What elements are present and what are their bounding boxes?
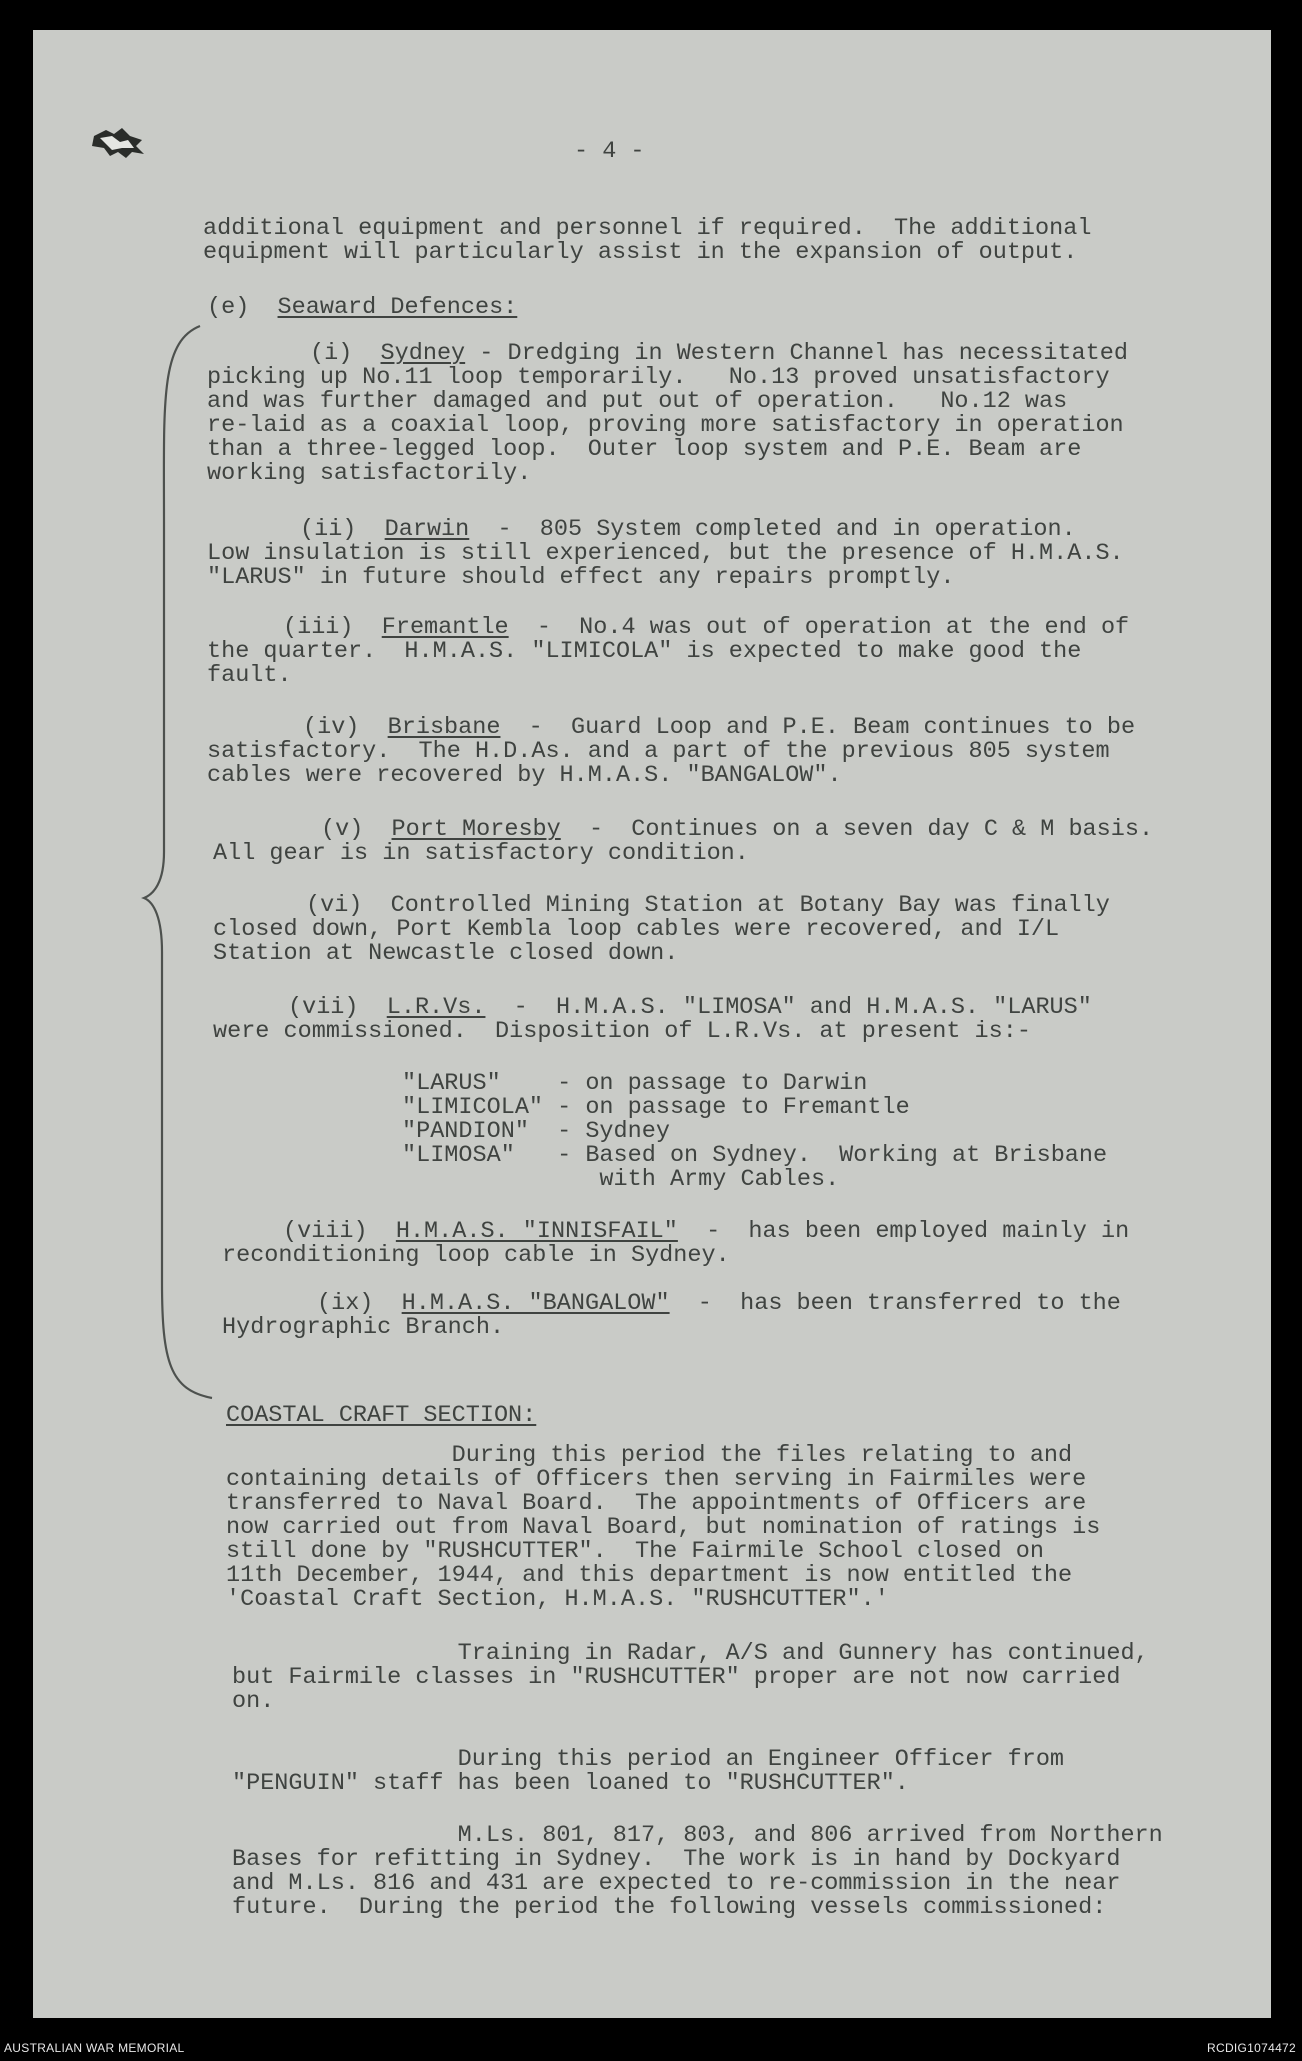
coastal-p4-line: M.Ls. 801, 817, 803, and 806 arrived from Northern (232, 1822, 1163, 1849)
section-e-heading (207, 296, 517, 320)
intro-line-2: equipment will particularly assist in the expansion of output. (203, 239, 1078, 266)
item-ix-first-line: (ix) H.M.A.S. "BANGALOW" - has been transferred to the (317, 1290, 1121, 1317)
item-vi-first-line: (vi) Controlled Mining Station at Botany Bay was finally (306, 892, 1110, 919)
disposition-line: "LARUS" - on passage to Darwin (402, 1070, 868, 1097)
coastal-p2-line: Training in Radar, A/S and Gunnery has continued, (232, 1640, 1149, 1667)
item-i-title: Sydney (380, 340, 466, 367)
page-number: - 4 - (574, 138, 645, 165)
coastal-p1-line: still done by "RUSHCUTTER". The Fairmile School closed on (226, 1538, 1044, 1565)
item-vii-first-line: (vii) L.R.Vs. - H.M.A.S. "LIMOSA" and H.M.A.S. "LARUS" (288, 994, 1092, 1021)
item-iv-line: satisfactory. The H.D.As. and a part of the previous 805 system (207, 738, 1110, 765)
item-i-line: and was further damaged and put out of operation. No.12 was (207, 388, 1068, 415)
coastal-p2-line: but Fairmile classes in "RUSHCUTTER" proper are not now carried (232, 1664, 1121, 1691)
coastal-p1-line: 11th December, 1944, and this department is now entitled the (226, 1562, 1073, 1589)
item-iii-line: the quarter. H.M.A.S. "LIMICOLA" is expected to make good the (207, 638, 1082, 665)
intro-line-1: additional equipment and personnel if required. The additional (203, 215, 1092, 242)
footer-record-id: RCDIG1074472 (1207, 2041, 1296, 2055)
disposition-line: with Army Cables. (402, 1166, 840, 1193)
item-i-first-line: (i) Sydney - Dredging in Western Channel has necessitated (310, 340, 1128, 367)
coastal-p1-line: 'Coastal Craft Section, H.M.A.S. "RUSHCUTTER".' (226, 1586, 889, 1613)
item-iv-title: Brisbane (387, 714, 501, 741)
item-i-line: than a three-legged loop. Outer loop system and P.E. Beam are (207, 436, 1082, 463)
item-v-title: Port Moresby (391, 816, 561, 843)
section-e-label: (e) (207, 294, 250, 321)
item-vi-line: Station at Newcastle closed down. (213, 940, 679, 967)
item-ii-first-line: (ii) Darwin - 805 System completed and in operation. (300, 516, 1076, 543)
coastal-p1-line: transferred to Naval Board. The appointments of Officers are (226, 1490, 1087, 1517)
coastal-p4-line: and M.Ls. 816 and 431 are expected to re-commission in the near (232, 1870, 1121, 1897)
item-i-line: working satisfactorily. (207, 460, 532, 487)
coastal-p1-line: During this period the files relating to and (226, 1442, 1073, 1469)
coastal-p2-line: on. (232, 1688, 275, 1715)
torn-hole-mark (88, 122, 148, 164)
item-i-line: re-laid as a coaxial loop, proving more satisfactory in operation (207, 412, 1124, 439)
coastal-p1-line: now carried out from Naval Board, but nomination of ratings is (226, 1514, 1101, 1541)
item-ii-line: "LARUS" in future should effect any repairs promptly. (207, 564, 955, 591)
item-iii-first-line: (iii) Fremantle - No.4 was out of operation at the end of (283, 614, 1130, 641)
item-vi-line: closed down, Port Kembla loop cables were recovered, and I/L (213, 916, 1060, 943)
footer-archive-name: AUSTRALIAN WAR MEMORIAL (4, 2041, 185, 2055)
item-iii-title: Fremantle (381, 614, 509, 641)
item-iii-line: fault. (207, 662, 292, 689)
section-e-title: Seaward Defences: (277, 294, 518, 321)
coastal-section-title: COASTAL CRAFT SECTION: (226, 1402, 537, 1429)
coastal-p1-line: containing details of Officers then serving in Fairmiles were (226, 1466, 1087, 1493)
item-iv-line: cables were recovered by H.M.A.S. "BANGALOW". (207, 762, 842, 789)
item-ii-line: Low insulation is still experienced, but the presence of H.M.A.S. (207, 540, 1124, 567)
coastal-p4-line: Bases for refitting in Sydney. The work is in hand by Dockyard (232, 1846, 1121, 1873)
item-vii-line: were commissioned. Disposition of L.R.Vs. at present is:- (213, 1018, 1031, 1045)
coastal-p4-line: future. During the period the following vessels commissioned: (232, 1894, 1107, 1921)
item-ix-title: H.M.A.S. "BANGALOW" (401, 1290, 670, 1317)
disposition-line: "LIMOSA" - Based on Sydney. Working at Brisbane (402, 1142, 1108, 1169)
item-iv-first-line: (iv) Brisbane - Guard Loop and P.E. Beam continues to be (303, 714, 1136, 741)
coastal-p3-line: "PENGUIN" staff has been loaned to "RUSHCUTTER". (232, 1770, 909, 1797)
item-v-line: All gear is in satisfactory condition. (213, 840, 749, 867)
item-viii-title: H.M.A.S. "INNISFAIL" (395, 1218, 678, 1245)
coastal-p3-line: During this period an Engineer Officer from (232, 1746, 1065, 1773)
item-viii-line: reconditioning loop cable in Sydney. (222, 1242, 730, 1269)
item-vii-title: L.R.Vs. (386, 994, 486, 1021)
item-ix-line: Hydrographic Branch. (222, 1314, 505, 1341)
item-viii-first-line: (viii) H.M.A.S. "INNISFAIL" - has been employed mainly in (283, 1218, 1130, 1245)
disposition-line: "PANDION" - Sydney (402, 1118, 670, 1145)
item-ii-title: Darwin (384, 516, 470, 543)
item-v-first-line: (v) Port Moresby - Continues on a seven day C & M basis. (321, 816, 1154, 843)
item-i-line: picking up No.11 loop temporarily. No.13 proved unsatisfactory (207, 364, 1110, 391)
disposition-line: "LIMICOLA" - on passage to Fremantle (402, 1094, 910, 1121)
